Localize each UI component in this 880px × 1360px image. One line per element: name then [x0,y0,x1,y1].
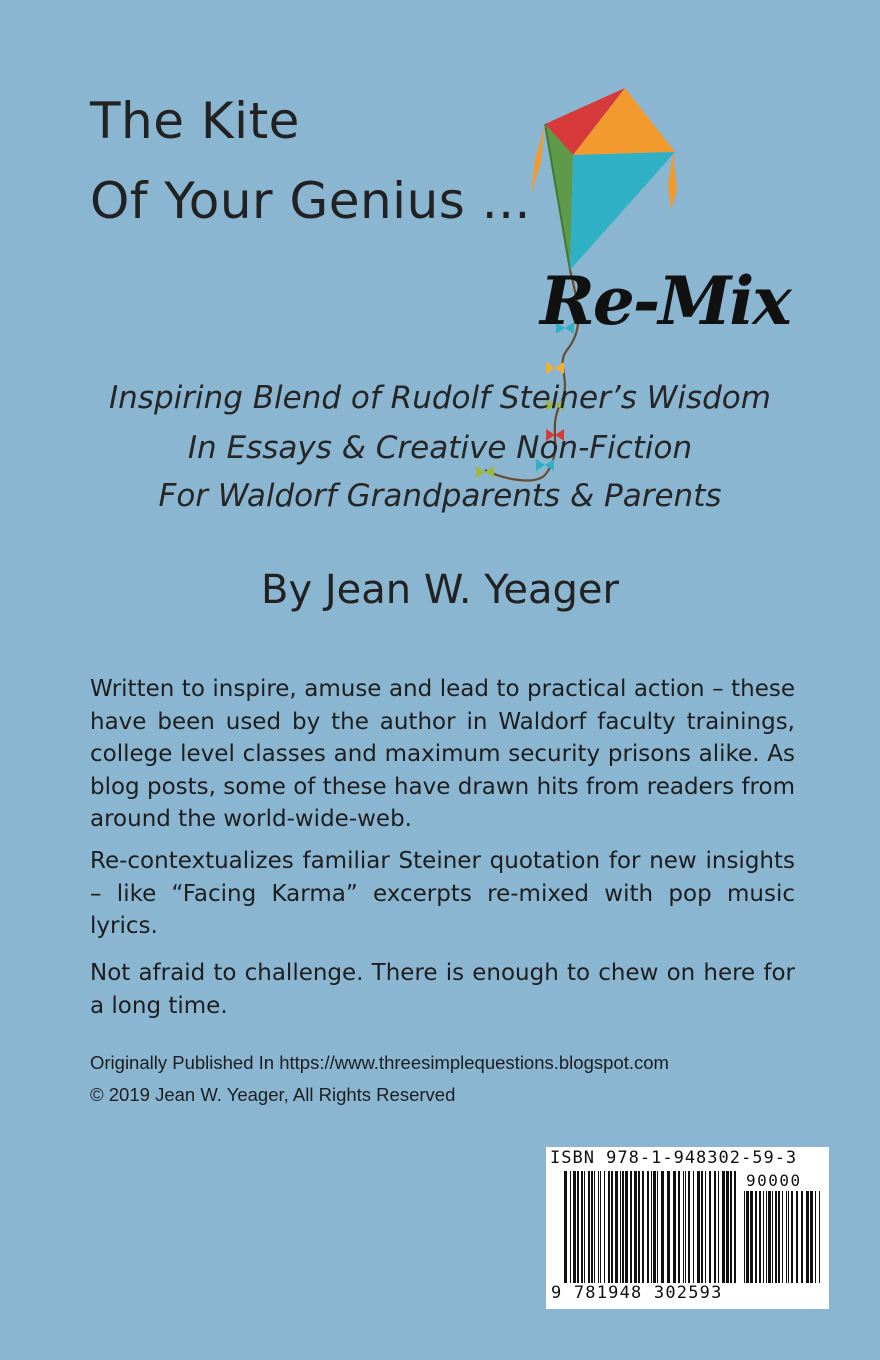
barcode-bar [594,1171,595,1283]
barcode-bar [734,1171,736,1283]
barcode-bar [685,1171,686,1283]
barcode-bar [577,1171,579,1283]
barcode-bar [661,1171,664,1283]
barcode-bar [622,1171,624,1283]
isbn-label: ISBN 978-1-948302-59-3 [550,1148,798,1168]
barcode-bar [630,1171,632,1283]
barcode-bar [584,1171,585,1283]
barcode-bar [744,1191,745,1283]
title-line-1: The Kite [90,92,300,150]
barcode-bar [573,1171,576,1283]
remix-title: Re-Mix [540,262,790,340]
description-paragraph-3: Not afraid to challenge. There is enough to chew on here for a long time. [90,960,795,1019]
author-byline: By Jean W. Yeager [261,567,619,613]
subtitle-line-1: Inspiring Blend of Rudolf Steiner’s Wisdom [109,380,771,416]
barcode-bar [620,1171,621,1283]
barcode-bar [657,1171,658,1283]
barcode-bar [722,1171,725,1283]
subtitle-line-3: For Waldorf Grandparents & Parents [158,478,722,514]
barcode-bar [615,1171,618,1283]
barcode-bar [772,1191,773,1283]
price-code: 90000 [746,1171,802,1190]
ean-digits: 9 781948 302593 [551,1283,723,1303]
title-line-2: Of Your Genius ... [90,172,531,230]
barcode-bar [714,1171,716,1283]
barcode-bar [651,1171,652,1283]
barcode-bar [801,1191,803,1283]
barcode-bar [778,1191,780,1283]
barcode-bar [625,1171,628,1283]
barcode-bar [766,1191,767,1283]
barcode-bar [611,1171,613,1283]
barcode-bar [796,1191,798,1283]
barcode-bar [786,1191,787,1283]
barcode-bar [688,1171,690,1283]
barcode-bar [768,1191,771,1283]
barcode-bar [653,1171,656,1283]
barcode-bar [718,1171,719,1283]
barcode-bar [588,1171,590,1283]
ean-barcode-bars [564,1171,742,1283]
barcode-bar [673,1171,676,1283]
barcode-bar [683,1171,684,1283]
barcode-bar [642,1171,644,1283]
barcode-bar [667,1171,670,1283]
barcode-bar [581,1171,583,1283]
barcode-bar [604,1171,605,1283]
copyright-notice: © 2019 Jean W. Yeager, All Rights Reserved [90,1084,456,1105]
barcode-bar [810,1191,813,1283]
barcode-bar [730,1171,732,1283]
barcode-bar [705,1171,706,1283]
barcode-bar [788,1191,789,1283]
barcode-bar [570,1171,571,1283]
barcode-bar [564,1171,567,1283]
description-paragraph-1: Written to inspire, amuse and lead to practical action – these have been used by the author in Waldorf faculty trainings, college level classes and maximum security prisons alike. As blog posts, some of these have drawn hits from readers from around the world-wide-web. [90,676,795,832]
barcode-bar [591,1171,593,1283]
barcode-bar [701,1171,703,1283]
barcode-bar [647,1171,649,1283]
barcode-bar [678,1171,680,1283]
barcode-bar [638,1171,640,1283]
originally-published-note: Originally Published In https://www.threesimplequestions.blogspot.com [90,1052,669,1073]
barcode-bar [600,1171,601,1283]
barcode-bar [693,1171,694,1283]
barcode-bar [709,1171,711,1283]
barcode-bar [819,1191,820,1283]
barcode-bar [750,1191,753,1283]
barcode-bar [806,1191,809,1283]
barcode-bar [634,1171,637,1283]
barcode-bar [791,1191,793,1283]
barcode-bar [755,1191,757,1283]
barcode-bar [726,1171,729,1283]
barcode-bar [775,1191,777,1283]
barcode-bar [815,1191,816,1283]
description-paragraph-2: Re-contextualizes familiar Steiner quotation for new insights – like “Facing Karma” excerpts re-mixed with pop music lyrics. [90,848,795,939]
isbn-barcode [546,1147,829,1309]
price-barcode-bars [744,1191,824,1283]
barcode-bar [759,1191,761,1283]
barcode-bar [608,1171,610,1283]
subtitle-line-2: In Essays & Creative Non-Fiction [187,430,693,466]
barcode-bar [763,1191,764,1283]
barcode-bar [697,1171,700,1283]
barcode-bar [598,1171,599,1283]
barcode-bar [746,1191,749,1283]
barcode-bar [782,1191,783,1283]
